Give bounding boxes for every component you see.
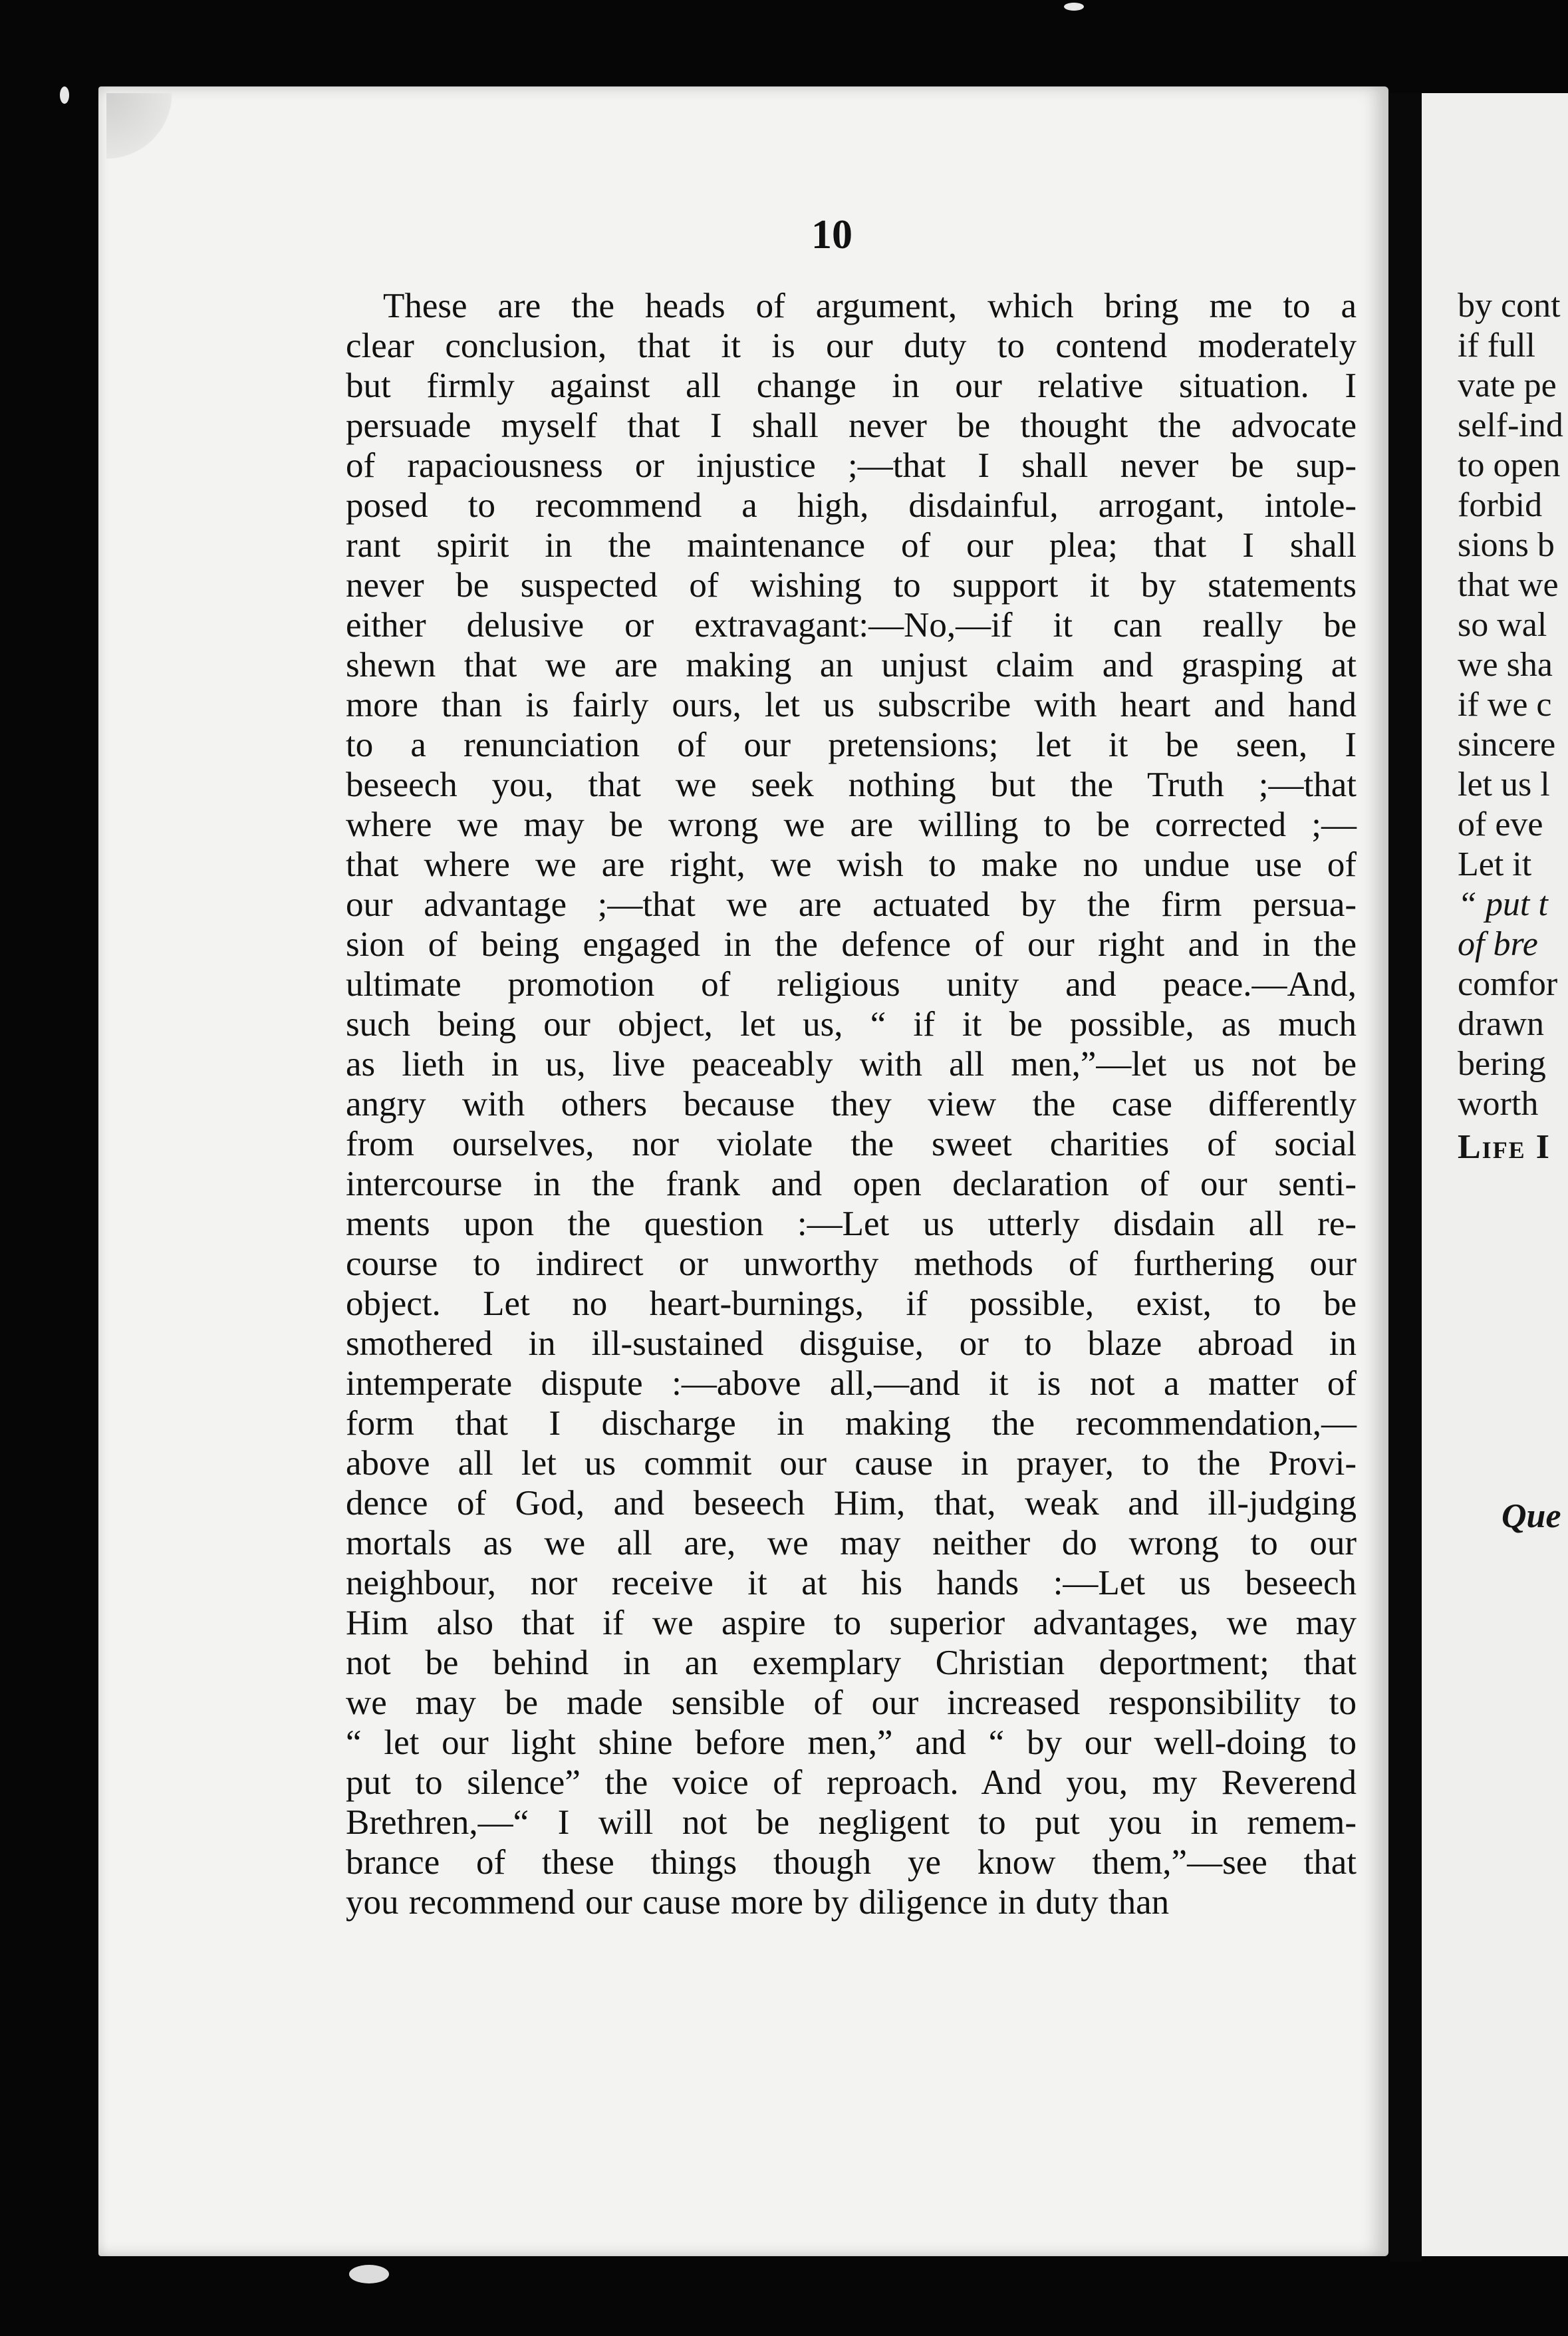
text-line: intercourse in the frank and open declaration of our senti- <box>346 1165 1357 1203</box>
facing-line: to open <box>1458 446 1561 484</box>
page-corner-wear <box>106 93 186 166</box>
text-line: dence of God, and beseech Him, that, weak and ill-judging <box>346 1484 1357 1523</box>
text-line: shewn that we are making an unjust claim and grasping at <box>346 646 1357 684</box>
right-facing-page <box>1422 93 1568 2256</box>
facing-line: if we c <box>1458 686 1552 724</box>
facing-line: Let it <box>1458 845 1532 883</box>
text-line: ments upon the question :—Let us utterly disdain all re- <box>346 1205 1357 1243</box>
text-line: course to indirect or unworthy methods of furthering our <box>346 1244 1357 1283</box>
facing-line: forbid <box>1458 486 1543 524</box>
text-line: These are the heads of argument, which bring me to a <box>383 287 1357 325</box>
text-line: more than is fairly ours, let us subscribe with heart and hand <box>346 686 1357 724</box>
facing-line: so wal <box>1458 606 1547 644</box>
facing-line: vate pe <box>1458 366 1557 404</box>
text-line: but firmly against all change in our relative situation. I <box>346 366 1357 405</box>
facing-line: self-ind <box>1458 406 1563 444</box>
facing-line: Life I <box>1458 1128 1551 1166</box>
text-line: posed to recommend a high, disdainful, arrogant, intole- <box>346 486 1357 525</box>
text-line: to a renunciation of our pretensions; let it be seen, I <box>346 726 1357 764</box>
text-line: from ourselves, nor violate the sweet charities of social <box>346 1125 1357 1163</box>
text-line: ultimate promotion of religious unity and peace.—And, <box>346 965 1357 1004</box>
text-line: neighbour, nor receive it at his hands :—Let us beseech <box>346 1564 1357 1602</box>
text-line: as lieth in us, live peaceably with all men,”—let us not be <box>346 1045 1357 1084</box>
facing-line: bering <box>1458 1045 1546 1083</box>
facing-line: sions b <box>1458 526 1555 564</box>
text-line: such being our object, let us, “ if it be possible, as much <box>346 1005 1357 1044</box>
facing-line: of bre <box>1458 925 1538 963</box>
text-line: either delusive or extravagant:—No,—if it can really be <box>346 606 1357 645</box>
facing-line: “ put t <box>1458 885 1548 923</box>
text-line: form that I discharge in making the recommendation,— <box>346 1404 1357 1443</box>
text-line: intemperate dispute :—above all,—and it is not a matter of <box>346 1364 1357 1403</box>
text-line: sion of being engaged in the defence of our right and in the <box>346 925 1357 964</box>
text-line: never be suspected of wishing to support it by statements <box>346 566 1357 605</box>
body-paragraph <box>346 286 1357 1922</box>
facing-line: that we <box>1458 566 1559 604</box>
text-line: our advantage ;—that we are actuated by the firm persua- <box>346 885 1357 924</box>
text-line: object. Let no heart-burnings, if possible, exist, to be <box>346 1284 1357 1323</box>
text-line: not be behind in an exemplary Christian deportment; that <box>346 1644 1357 1682</box>
text-line: of rapaciousness or injustice ;—that I shall never be sup- <box>346 446 1357 485</box>
facing-line: if full <box>1458 327 1535 365</box>
text-line: Brethren,—“ I will not be negligent to put you in remem- <box>346 1803 1357 1842</box>
text-line: where we may be wrong we are willing to be corrected ;— <box>346 805 1357 844</box>
text-line: brance of these things though ye know them,”—see that <box>346 1843 1357 1882</box>
text-line: mortals as we all are, we may neither do wrong to our <box>346 1524 1357 1562</box>
facing-line: comfor <box>1458 965 1558 1003</box>
facing-line: let us l <box>1458 766 1550 803</box>
text-line: clear conclusion, that it is our duty to contend moderately <box>346 327 1357 365</box>
facing-line: drawn <box>1458 1005 1544 1043</box>
facing-line: of eve <box>1458 805 1543 843</box>
text-line: we may be made sensible of our increased responsibility to <box>346 1683 1357 1722</box>
facing-line: by cont <box>1458 287 1561 325</box>
text-line: put to silence” the voice of reproach. And you, my Reverend <box>346 1763 1357 1802</box>
text-line: rant spirit in the maintenance of our plea; that I shall <box>346 526 1357 565</box>
text-line: that where we are right, we wish to make no undue use of <box>346 845 1357 884</box>
facing-line: worth <box>1458 1085 1539 1123</box>
facing-line: we sha <box>1458 646 1553 684</box>
text-line: angry with others because they view the case differently <box>346 1085 1357 1123</box>
text-line: “ let our light shine before men,” and “ by our well-doing to <box>346 1723 1357 1762</box>
scan-speck <box>60 86 69 104</box>
book-gutter <box>1390 93 1422 2262</box>
page-number: 10 <box>811 212 852 257</box>
facing-question-word: Que <box>1502 1497 1561 1535</box>
text-line: smothered in ill-sustained disguise, or to blaze abroad in <box>346 1324 1357 1363</box>
text-line: persuade myself that I shall never be thought the advocate <box>346 406 1357 445</box>
text-line: beseech you, that we seek nothing but the Truth ;—that <box>346 766 1357 804</box>
text-line: above all let us commit our cause in prayer, to the Provi- <box>346 1444 1357 1483</box>
text-line: Him also that if we aspire to superior advantages, we may <box>346 1604 1357 1642</box>
scan-speck <box>1064 3 1084 11</box>
scan-speck <box>349 2265 389 2283</box>
text-line: you recommend our cause more by diligence in duty than <box>346 1883 1170 1922</box>
facing-line: sincere <box>1458 726 1556 764</box>
